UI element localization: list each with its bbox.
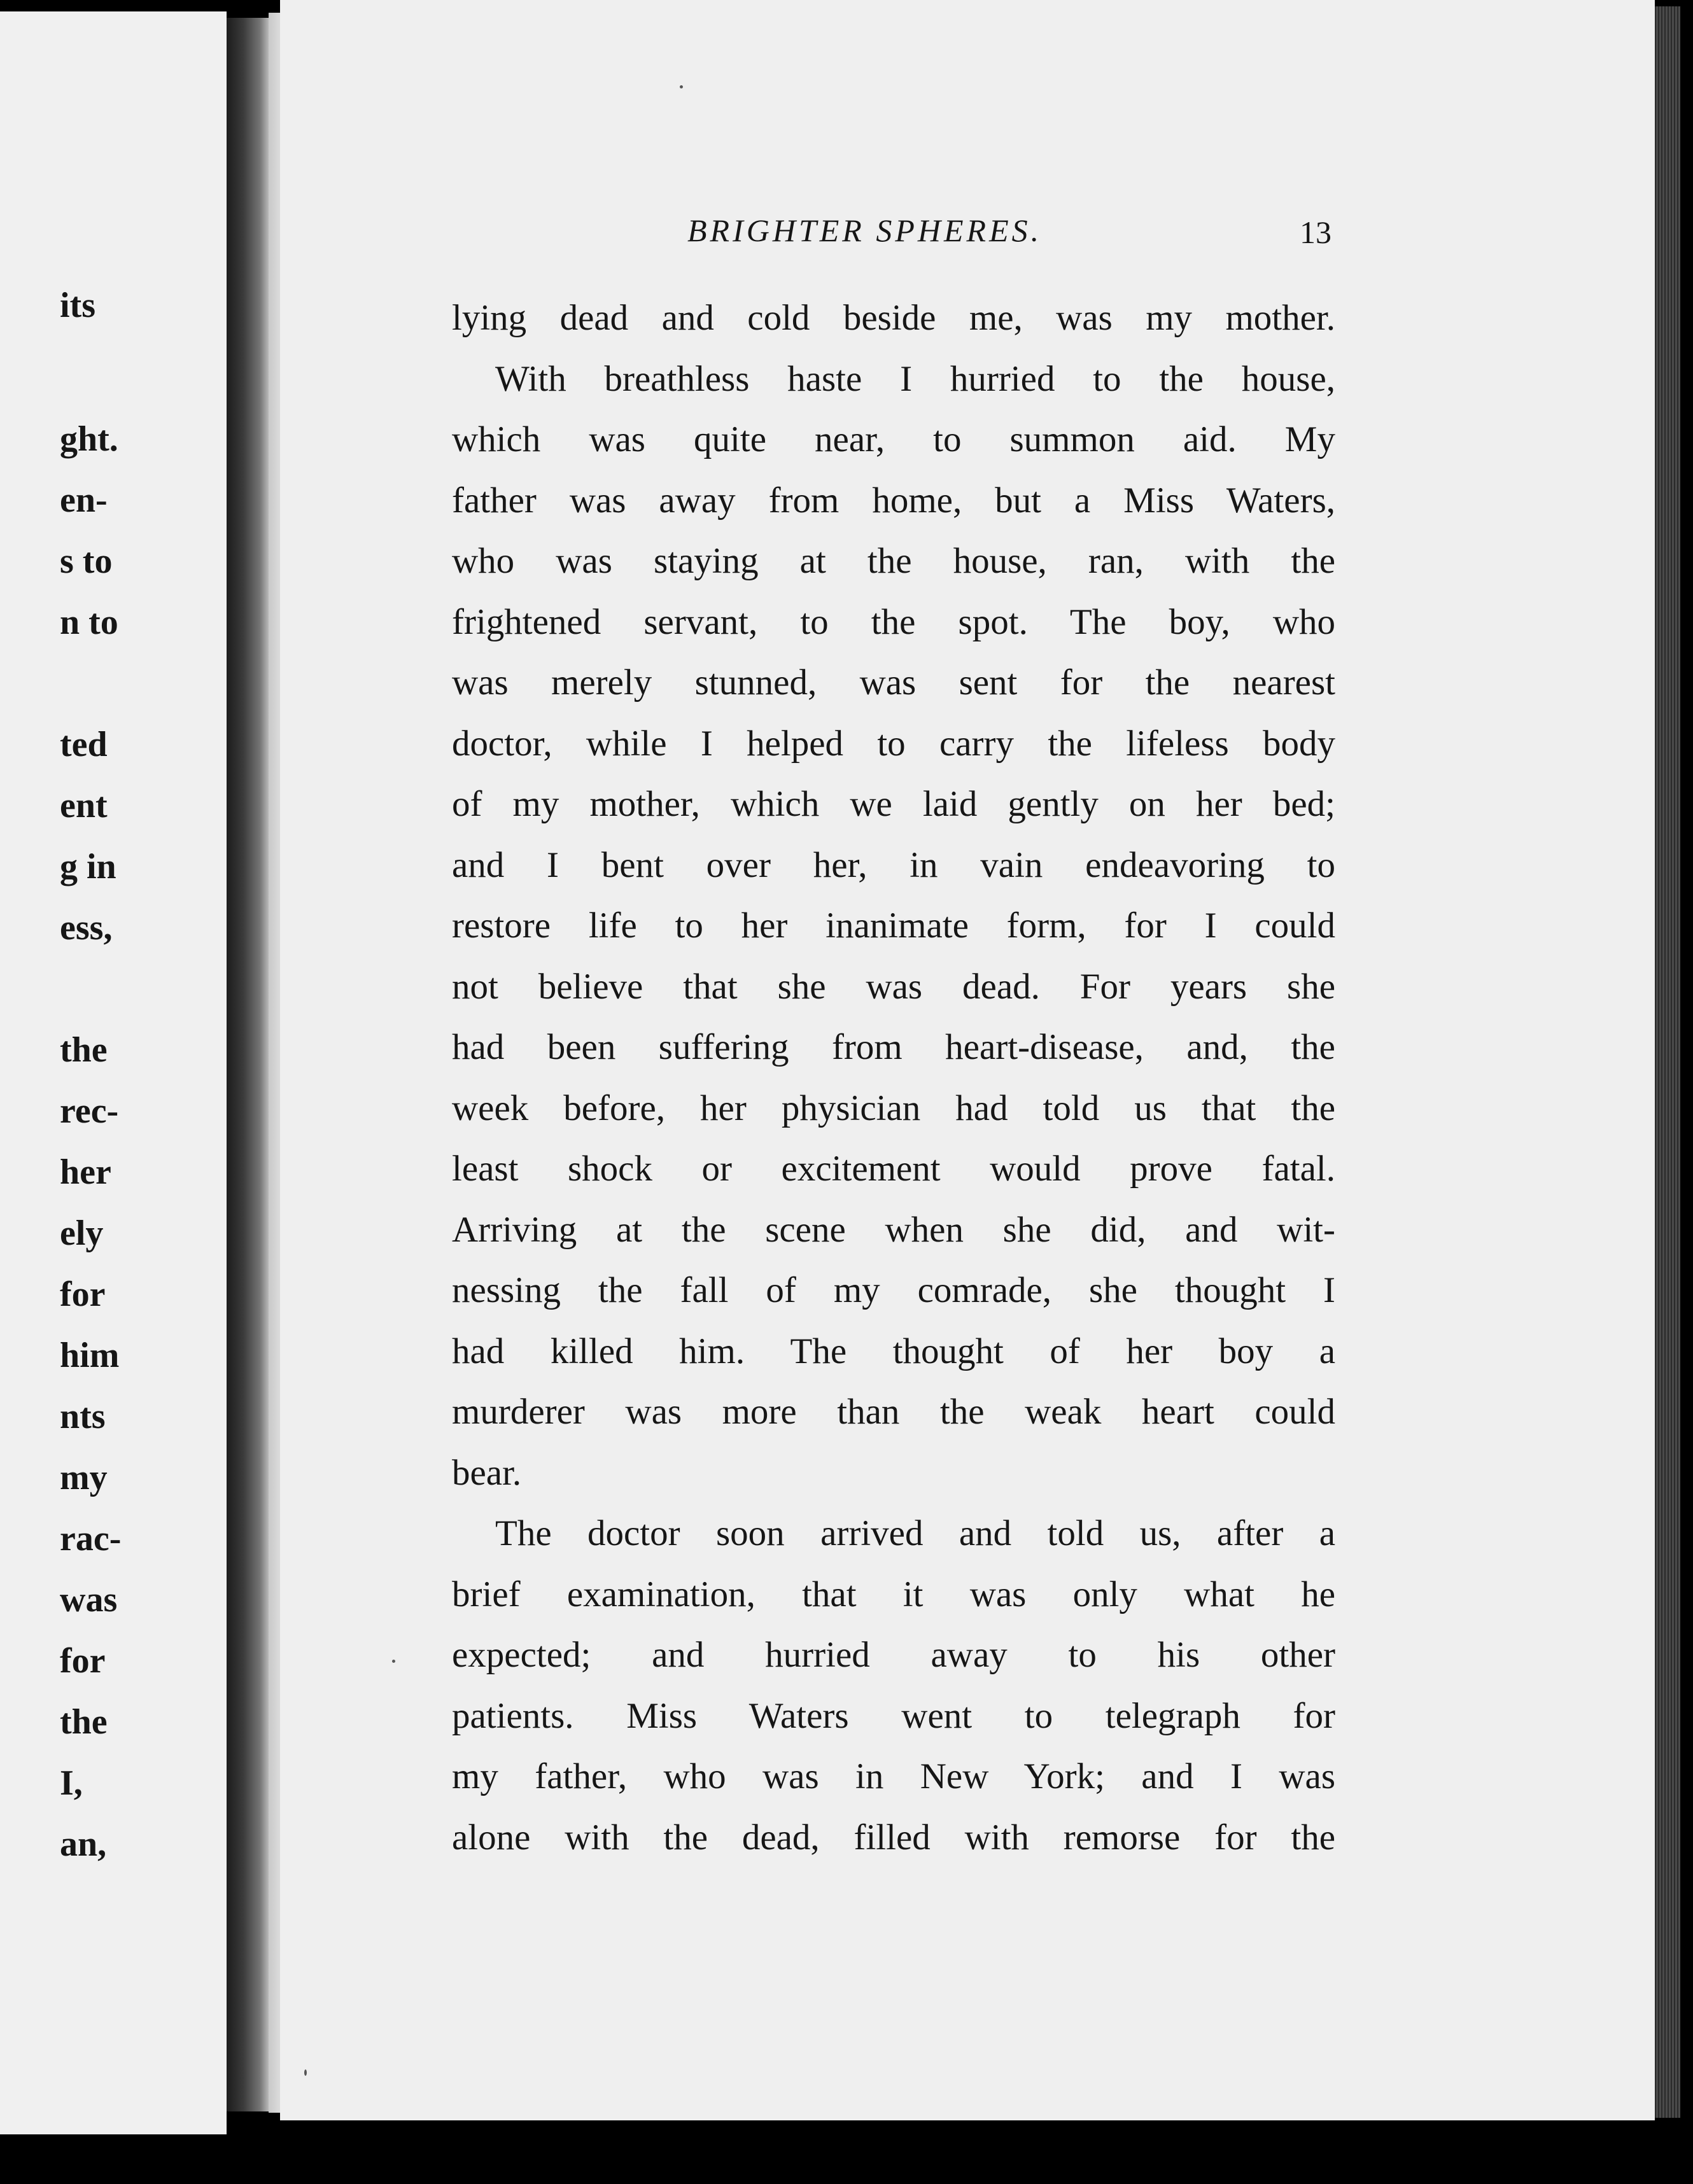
left-page-line: rac- [60, 1519, 122, 1558]
text-line: nessing the fall of my comrade, she thought I [452, 1270, 1335, 1310]
paper-speck [392, 1660, 395, 1663]
text-line: restore life to her inanimate form, for I could [452, 906, 1335, 946]
text-line: Arriving at the scene when she did, and wit- [452, 1209, 1335, 1250]
left-page-line: ted [60, 725, 108, 764]
left-page-line: ely [60, 1214, 104, 1253]
text-line: father was away from home, but a Miss Waters, [452, 480, 1335, 521]
left-page-line: the [60, 1030, 108, 1070]
paragraph-first-line: With breathless haste I hurried to the house, [495, 358, 1335, 399]
left-page-line: I, [60, 1763, 83, 1803]
left-page-line: ess, [60, 908, 113, 948]
text-line: had killed him. The thought of her boy a [452, 1331, 1335, 1371]
running-head: BRIGHTER SPHERES. [687, 213, 1043, 248]
text-line: least shock or excitement would prove fatal. [452, 1149, 1335, 1189]
left-page-line: my [60, 1458, 108, 1497]
book-gutter [227, 18, 269, 2111]
left-page-line: n to [60, 603, 118, 642]
left-page-line: an, [60, 1824, 107, 1864]
left-page-line: ght. [60, 419, 118, 459]
page-number: 13 [1300, 214, 1331, 250]
body-text [452, 288, 1335, 1868]
text-line: was merely stunned, was sent for the nearest [452, 662, 1335, 703]
text-line: of my mother, which we laid gently on her bed; [452, 784, 1335, 824]
text-line: lying dead and cold beside me, was my mother. [452, 298, 1335, 338]
paragraph-last-line: bear. [452, 1452, 522, 1493]
paper-speck [680, 85, 683, 88]
text-line: doctor, while I helped to carry the lifeless body [452, 723, 1335, 764]
text-line: brief examination, that it was only what he [452, 1574, 1335, 1614]
left-page-line: g in [60, 847, 116, 886]
text-line: murderer was more than the weak heart could [452, 1392, 1335, 1432]
text-line: week before, her physician had told us that the [452, 1088, 1335, 1128]
left-page-line: her [60, 1152, 111, 1192]
paper-speck [304, 2069, 307, 2076]
text-line: who was staying at the house, ran, with the [452, 541, 1335, 581]
text-line: and I bent over her, in vain endeavoring to [452, 844, 1335, 885]
left-page-line: ent [60, 786, 108, 825]
left-page-line: rec- [60, 1091, 119, 1131]
left-page-line: s to [60, 542, 113, 581]
text-line: expected; and hurried away to his other [452, 1635, 1335, 1675]
left-page-line: for [60, 1641, 106, 1681]
left-page-line: for [60, 1275, 106, 1314]
text-line: not believe that she was dead. For years she [452, 966, 1335, 1007]
text-line: patients. Miss Waters went to telegraph for [452, 1695, 1335, 1736]
left-page-line: its [60, 286, 95, 325]
paragraph-first-line: The doctor soon arrived and told us, after a [495, 1513, 1335, 1553]
page-edges [1655, 6, 1680, 2118]
left-page-line: him [60, 1336, 120, 1375]
text-line: my father, who was in New York; and I was [452, 1756, 1335, 1796]
left-page-line: en- [60, 480, 108, 520]
text-line: alone with the dead, filled with remorse for the [452, 1817, 1335, 1858]
previous-page-fragment [0, 11, 227, 2134]
text-line: which was quite near, to summon aid. My [452, 419, 1335, 459]
left-page-line: the [60, 1702, 108, 1742]
left-page-line: was [60, 1580, 118, 1620]
text-line: frightened servant, to the spot. The boy, who [452, 601, 1335, 642]
text-line: had been suffering from heart-disease, and, the [452, 1027, 1335, 1067]
left-page-line: nts [60, 1397, 106, 1436]
